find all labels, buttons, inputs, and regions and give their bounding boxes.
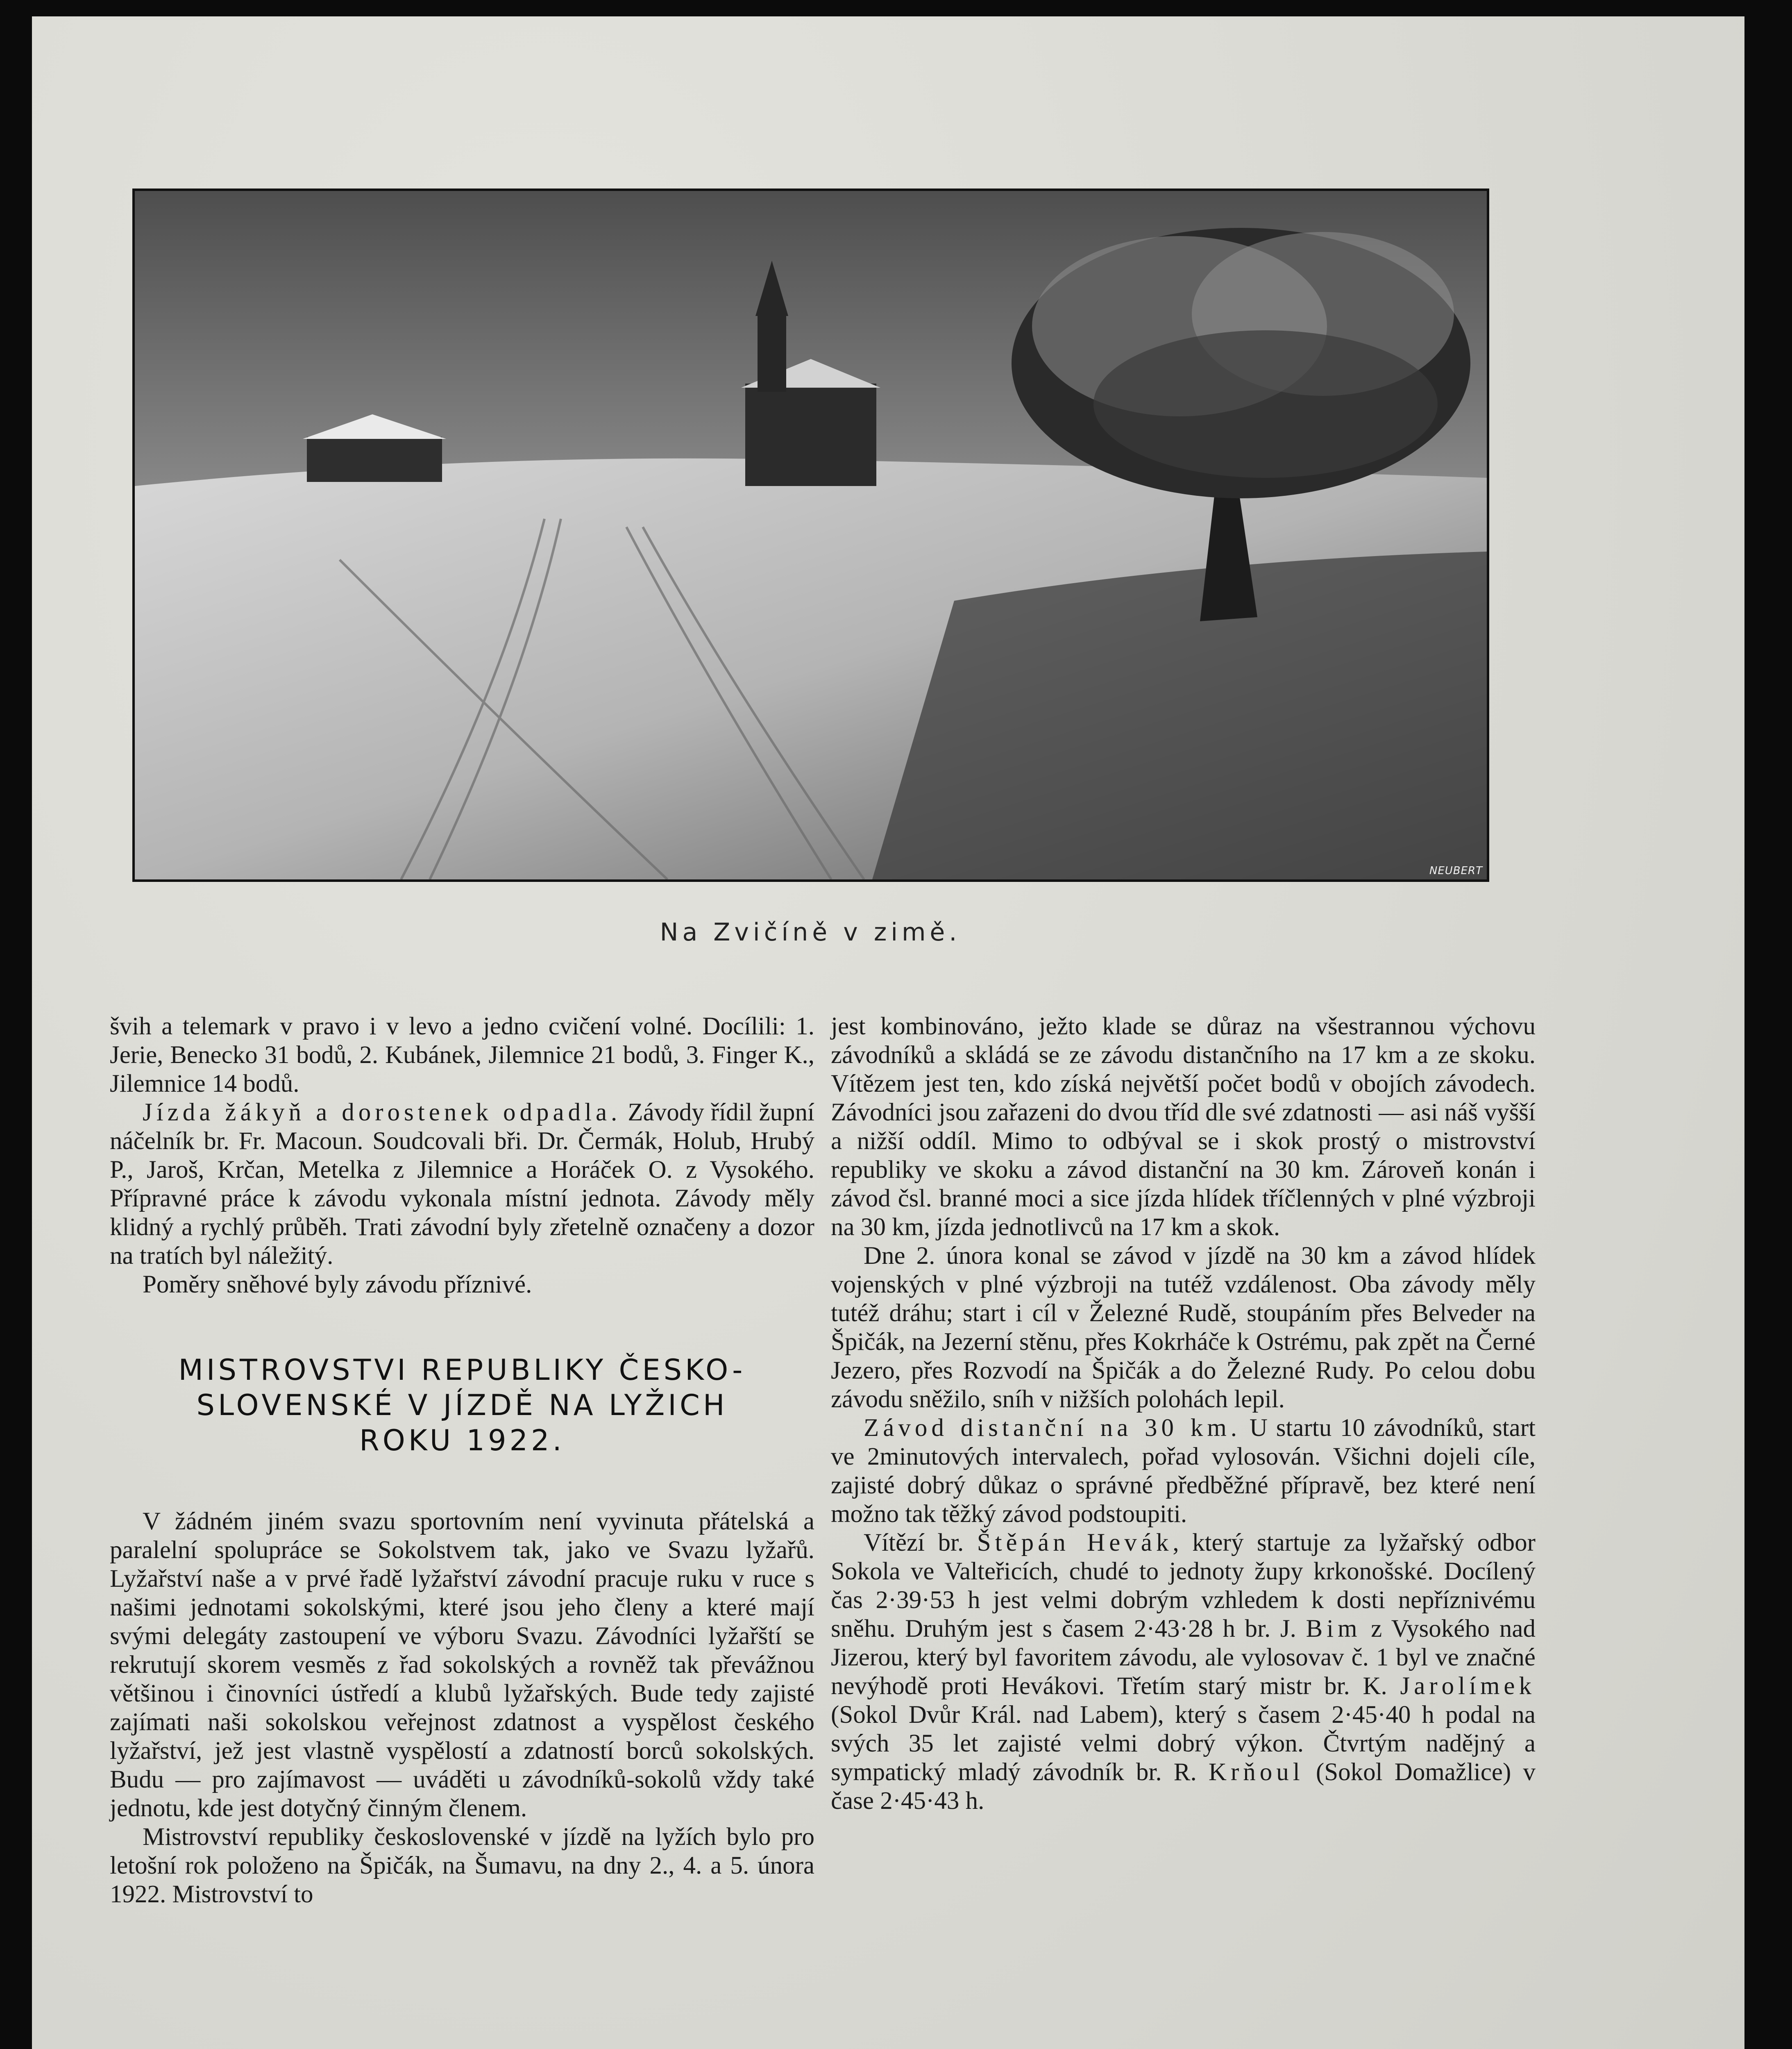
right-paragraph-3-rest: U startu 10 závodníků, start ve 2minutových intervalech, pořad vylosován. Všichni dojeli cíle, zajisté dobrý důkaz o správné předběžné přípravě, bez které není možno tak těžký závod podstoupiti. [831, 1414, 1536, 1528]
left-paragraph-3: Poměry sněhové byly závodu příznivé. [143, 1271, 532, 1298]
artist-signature: NEUBERT [1429, 865, 1483, 877]
photo-caption: Na Zvičíně v zimě. [660, 918, 961, 947]
left-column [110, 1012, 814, 1909]
heading-line-3: ROKU 1922. [359, 1424, 565, 1457]
section-heading [110, 1352, 814, 1458]
heading-line-1: MISTROVSTVI REPUBLIKY ČESKO- [178, 1353, 746, 1387]
heading-line-2: SLOVENSKÉ V JÍZDĚ NA LYŽICH [196, 1388, 728, 1422]
left-paragraph-2 [110, 1098, 814, 1270]
text-run: , který startuje za lyžařský odbor Sokola ve Valteřicích, chudé to jednoty župy krkonošské. Docílený čas 2·39·53 h jest velmi dobrým vzhledem k dosti nepříznivému sněhu. Druhým jest s časem 2·43·28 h br. J. [831, 1529, 1536, 1642]
text-run: Vítězí br. [864, 1529, 977, 1556]
winter-landscape-image [135, 191, 1487, 879]
tree-shadow [872, 552, 1487, 879]
left-paragraph-2-rest: Závody řídil župní náčelník br. Fr. Macoun. Soudcovali bři. Dr. Čermák, Holub, Hrubý P., Jaroš, Krčan, Metelka z Jilemnice a Horáček O. z Vysokého. Přípravné práce k závodu vykonala místní jednota. Závody měly klidný a rychlý průběh. Trati závodní byly zřetelně označeny a dozor na tratích byl náležitý. [110, 1099, 815, 1270]
left-paragraph-4: V žádném jiném svazu sportovním není vyvinuta přátelská a paralelní spolupráce se Sokolstvem tak, jako ve Svazu lyžařů. Lyžařství naše a v prvé řadě lyžařství závodní pracuje ruku v ruce s našimi jednotami sokolskými, které jsou jeho členy a které mají svými delegáty zastoupení ve výboru Svazu. Závodníci lyžařští se rekrutují skorem vesměs z řad sokolských a rovněž tak převážnou většinou i činovníci ústředí a klubů lyžařských. Bude tedy zajisté zajímati naši sokolskou veřejnost zdatnost a vyspělost českého lyžařství, jež jest vlastně vyspělostí a zdatností borců sokolských. Budu — pro zajímavost — uváděti u závodníků-sokolů vždy také jednotu, kde jest dotyčný činným členem. [110, 1508, 814, 1822]
right-column [831, 1012, 1536, 1815]
right-paragraph-3 [831, 1414, 1536, 1529]
text-run: (Sokol Dvůr Král. nad Labem), který s časem 2·45·40 h podal na svých 35 let zajisté velmi dobrý výkon. Čtvrtým nadějný a sympatický mladý závodník br. R. [831, 1701, 1536, 1786]
racer-name: Bim [1306, 1615, 1361, 1642]
right-paragraph-2: Dne 2. února konal se závod v jízdě na 30 km a závod hlídek vojenských v plné výzbroji na tutéž vzdálenost. Oba závody měly tutéž dráhu; start i cíl v Železné Rudě, stoupáním přes Belveder na Špičák, na Jezerní stěnu, přes Kokrháče k Ostrému, pak zpět na Černé Jezero, přes Rozvodí na Špičák a do Železné Rudy. Po celou dobu závodu sněžilo, sníh v nižších polohách lepil. [831, 1242, 1536, 1413]
page [32, 16, 1744, 2049]
spaced-phrase: Jízda žákyň a dorostenek odpadla. [143, 1099, 622, 1126]
left-paragraph-1: švih a telemark v pravo i v levo a jedno cvičení volné. Docílili: 1. Jerie, Benecko 31 bodů, 2. Kubánek, Jilemnice 21 bodů, 3. Finger K., Jilemnice 14 bodů. [110, 1013, 814, 1097]
text-run: (Sokol Domažlice) v čase 2·45·43 h. [831, 1758, 1536, 1815]
racer-name: Krňoul [1208, 1758, 1304, 1786]
left-paragraph-5: Mistrovství republiky československé v jízdě na lyžích bylo pro letošní rok položeno na Špičák, na Šumavu, na dny 2., 4. a 5. února 1922. Mistrovství to [110, 1823, 814, 1908]
text-run: z Vysokého nad Jizerou, který byl favoritem závodu, ale vylosovav č. 1 byl ve značné nevýhodě proti Hevákovi. Třetím starý mistr br. K. [831, 1615, 1536, 1700]
winter-photo [132, 189, 1489, 882]
right-paragraph-4 [831, 1529, 1536, 1815]
racer-name: Štěpán Hevák [977, 1529, 1173, 1556]
racer-name: Jarolímek [1400, 1672, 1536, 1700]
spaced-phrase: Závod distanční na 30 km. [864, 1414, 1241, 1442]
right-paragraph-1: jest kombinováno, ježto klade se důraz na všestrannou výchovu závodníků a skládá se ze závodu distančního na 17 km a ze skoku. Vítězem jest ten, kdo získá největší počet bodů v obojích závodech. Závodníci jsou zařazeni do dvou tříd dle své zdatnosti — asi náš vyšší a nižší oddíl. Mimo to odbýval se i skok prostý o mistrovství republiky ve skoku a závod distanční na 30 km. Zároveň konán i závod čsl. branné moci a sice jízda hlídek tříčlenných v plné výzbroji na 30 km, jízda jednotlivců na 17 km a skok. [831, 1013, 1536, 1241]
